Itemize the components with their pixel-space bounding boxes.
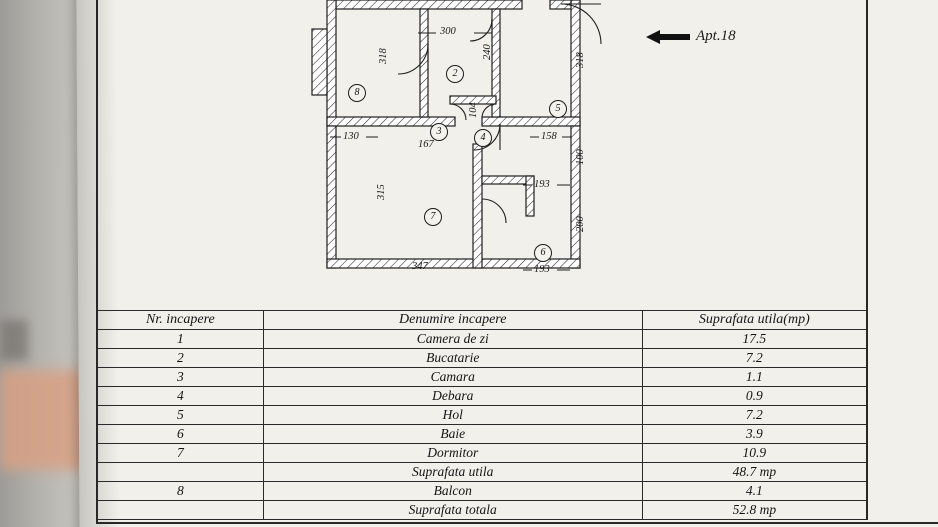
dimension-315: 315 xyxy=(376,184,387,200)
room-marker-2: 2 xyxy=(446,65,464,83)
cell-nr: 8 xyxy=(98,482,264,501)
table-header-row xyxy=(98,311,867,330)
dimension-193-lower: 193 xyxy=(534,264,550,275)
dimension-104: 104 xyxy=(468,102,479,118)
cell-suprafata: 7.2 xyxy=(642,349,866,368)
dimension-130: 130 xyxy=(343,131,359,142)
dimension-318-left: 318 xyxy=(378,48,389,64)
cell-suprafata: 4.1 xyxy=(642,482,866,501)
cell-denumire: Camara xyxy=(263,368,642,387)
cell-nr: 6 xyxy=(98,425,264,444)
cell-denumire: Baie xyxy=(263,425,642,444)
cell-nr: 2 xyxy=(98,349,264,368)
header-suprafata-utila: Suprafata utila(mp) xyxy=(642,311,866,330)
dimension-318-right: 318 xyxy=(575,52,586,68)
table-row xyxy=(98,349,867,368)
cell-suprafata: 7.2 xyxy=(642,406,866,425)
dimension-167: 167 xyxy=(418,139,434,150)
cell-suprafata: 52.8 mp xyxy=(642,501,866,520)
room-marker-7: 7 xyxy=(424,208,442,226)
cell-suprafata: 1.1 xyxy=(642,368,866,387)
room-marker-8: 8 xyxy=(348,84,366,102)
room-marker-4: 4 xyxy=(474,129,492,147)
header-nr-incapere: Nr. incapere xyxy=(98,311,264,330)
cell-denumire: Debara xyxy=(263,387,642,406)
cell-denumire: Dormitor xyxy=(263,444,642,463)
cell-denumire: Suprafata utila xyxy=(263,463,642,482)
cell-suprafata: 48.7 mp xyxy=(642,463,866,482)
rooms-table xyxy=(97,310,867,520)
apartment-callout xyxy=(646,28,736,45)
table-row-total xyxy=(98,501,867,520)
dimension-100: 100 xyxy=(575,149,586,165)
cell-suprafata: 0.9 xyxy=(642,387,866,406)
dimension-200: 200 xyxy=(575,216,586,232)
cell-denumire: Hol xyxy=(263,406,642,425)
cell-denumire: Suprafata totala xyxy=(263,501,642,520)
cell-nr xyxy=(98,501,264,520)
table-row xyxy=(98,425,867,444)
dimension-300: 300 xyxy=(440,26,456,37)
cell-nr: 3 xyxy=(98,368,264,387)
table-row xyxy=(98,368,867,387)
dimension-240: 240 xyxy=(482,44,493,60)
dimension-347: 347 xyxy=(412,261,428,272)
cell-nr: 4 xyxy=(98,387,264,406)
table-row xyxy=(98,444,867,463)
cell-suprafata: 10.9 xyxy=(642,444,866,463)
left-arrow-icon xyxy=(646,29,690,45)
room-marker-5: 5 xyxy=(549,100,567,118)
cell-nr: 1 xyxy=(98,330,264,349)
cell-nr: 5 xyxy=(98,406,264,425)
room-marker-3: 3 xyxy=(430,123,448,141)
table-row xyxy=(98,330,867,349)
table-row-subtotal xyxy=(98,463,867,482)
cell-denumire: Camera de zi xyxy=(263,330,642,349)
table-row xyxy=(98,406,867,425)
cell-suprafata: 17.5 xyxy=(642,330,866,349)
cell-denumire: Bucatarie xyxy=(263,349,642,368)
dimension-158: 158 xyxy=(541,131,557,142)
dimension-193-upper: 193 xyxy=(534,179,550,190)
cell-nr: 7 xyxy=(98,444,264,463)
apartment-label: Apt.18 xyxy=(696,28,736,44)
header-denumire-incapere: Denumire incapere xyxy=(263,311,642,330)
cell-suprafata: 3.9 xyxy=(642,425,866,444)
cell-nr xyxy=(98,463,264,482)
floor-plan-drawing xyxy=(300,0,620,300)
table-row xyxy=(98,387,867,406)
cell-denumire: Balcon xyxy=(263,482,642,501)
table-row xyxy=(98,482,867,501)
room-marker-6: 6 xyxy=(534,244,552,262)
